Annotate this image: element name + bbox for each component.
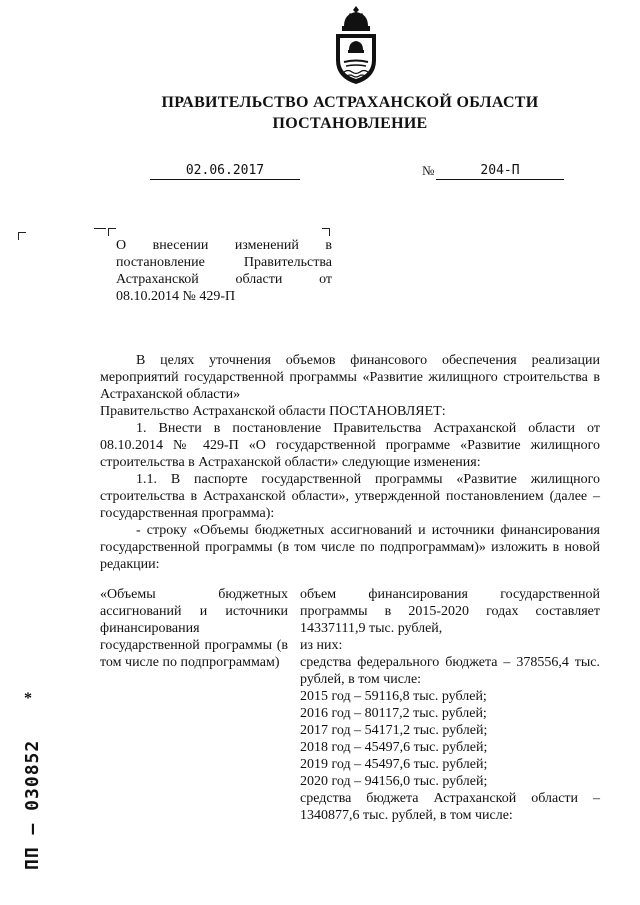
table-value-line: из них: xyxy=(300,638,343,653)
table-value-line: 2018 год – 45497,6 тыс. рублей; xyxy=(300,740,488,755)
document-type-title: ПОСТАНОВЛЕНИЕ xyxy=(272,115,428,132)
table-value-line: средства федерального бюджета – 378556,4 тыс. рублей, в том числе: xyxy=(300,655,600,687)
body-paragraph: В целях уточнения объемов финансового обеспечения реализации мероприятий государственной программы «Развитие жилищного строительства в Астраханской области» xyxy=(100,353,600,402)
margin-corner-mark xyxy=(108,228,116,236)
document-subject: О внесении изменений в постановление Правительства Астраханской области от 08.10.2014 № 429-П xyxy=(116,238,332,304)
table-value-line: 2016 год – 80117,2 тыс. рублей; xyxy=(300,706,487,721)
body-paragraph: - строку «Объемы бюджетных ассигнований и источники финансирования государственной программы (в том числе по подпрограммам)» изложить в новой редакции: xyxy=(100,523,600,572)
document-body xyxy=(100,352,600,573)
side-serial-stamp: ПП – 030852 xyxy=(22,739,43,870)
body-paragraph: Правительство Астраханской области ПОСТАНОВЛЯЕТ: xyxy=(100,404,446,419)
table-value-line: 2020 год – 94156,0 тыс. рублей; xyxy=(300,774,488,789)
table-value-line: 2015 год – 59116,8 тыс. рублей; xyxy=(300,689,487,704)
table-value-line: средства бюджета Астраханской области – 1340877,6 тыс. рублей, в том числе: xyxy=(300,791,600,823)
body-paragraph: 1.1. В паспорте государственной программы «Развитие жилищного строительства в Астраханской области», утвержденной постановлением (далее – государственная программа): xyxy=(100,472,600,521)
margin-corner-mark xyxy=(18,232,26,240)
body-paragraph: 1. Внести в постановление Правительства Астраханской области от 08.10.2014 № 429-П «О государственной программе «Развитие жилищного строительства в Астраханской области» следующие изменения: xyxy=(100,421,600,470)
margin-corner-mark xyxy=(322,228,330,236)
table-value-line: 2017 год – 54171,2 тыс. рублей; xyxy=(300,723,488,738)
table-value-line: 2019 год – 45497,6 тыс. рублей; xyxy=(300,757,488,772)
margin-corner-mark xyxy=(94,228,106,236)
table-value-line: объем финансирования государственной программы в 2015-2020 годах составляет 14337111,9 тыс. рублей, xyxy=(300,587,600,636)
number-sign: № xyxy=(422,163,435,178)
table-row-value xyxy=(300,586,600,824)
side-mark: * xyxy=(24,690,32,707)
coat-of-arms-emblem xyxy=(322,4,390,90)
table-row-label: «Объемы бюджетных ассигнований и источники финансирования государственной программы (в том числе по подпрограммам) xyxy=(100,587,288,670)
document-date: 02.06.2017 xyxy=(150,163,300,180)
government-title: ПРАВИТЕЛЬСТВО АСТРАХАНСКОЙ ОБЛАСТИ xyxy=(161,94,539,111)
document-number: 204-П xyxy=(436,163,564,180)
